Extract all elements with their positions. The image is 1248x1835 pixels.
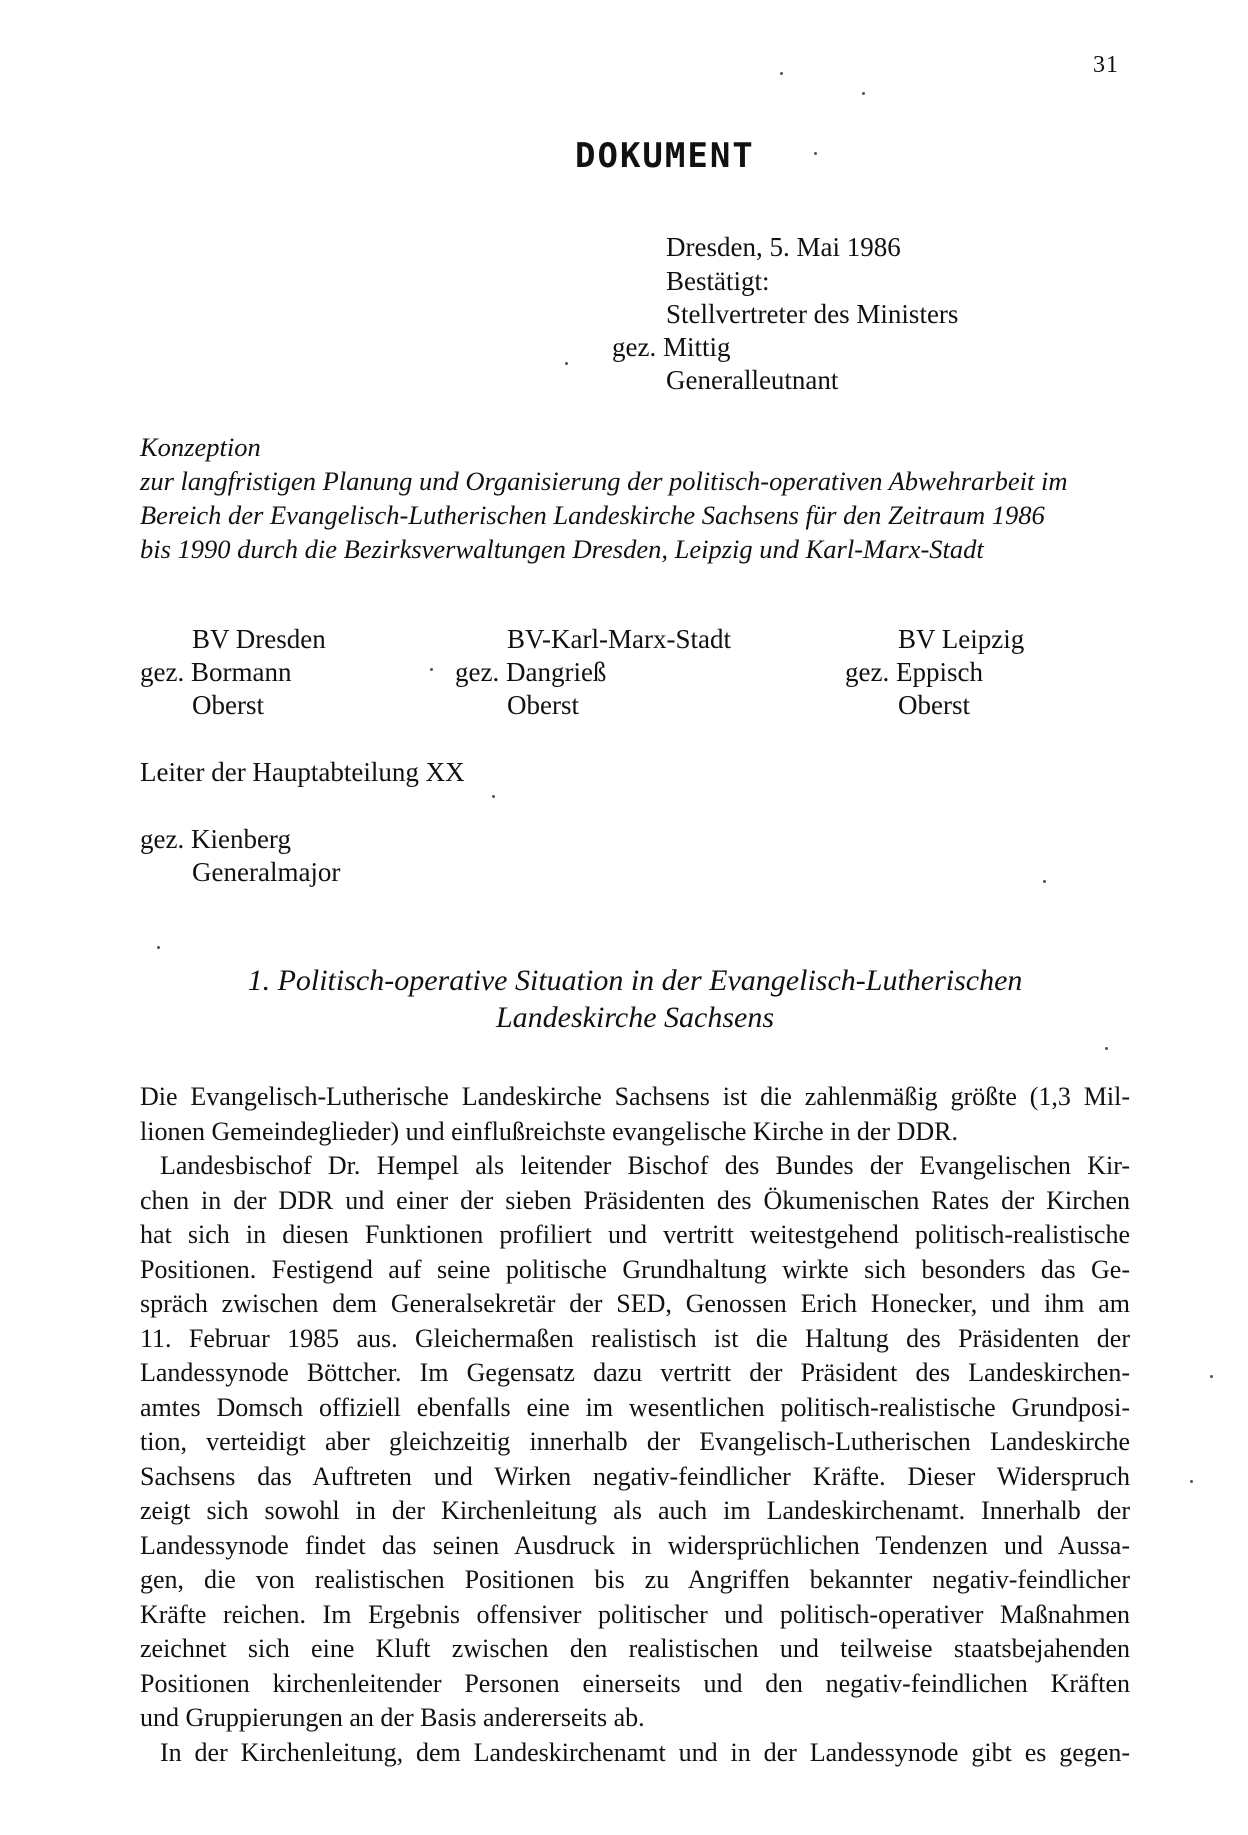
signatory-rank-dresden: Oberst bbox=[192, 690, 264, 720]
signatory-unit-leipzig: BV Leipzig bbox=[898, 624, 1025, 654]
approval-rank: Generalleutnant bbox=[666, 365, 839, 395]
section-heading-line: 1. Politisch-operative Situation in der Evangelisch-Lutherischen bbox=[247, 964, 1023, 997]
body-line: Die Evangelisch-Lutherische Landeskirche Sachsens ist die zahlenmäßig größte (1,3 Mil- bbox=[140, 1082, 1130, 1111]
signatory-signed-leipzig: gez. Eppisch bbox=[845, 657, 983, 687]
signatory-rank-karl-marx-stadt: Oberst bbox=[507, 690, 579, 720]
scan-speck bbox=[1190, 1480, 1193, 1483]
scan-speck bbox=[1043, 880, 1046, 883]
signatory-signed-karl-marx-stadt: gez. Dangrieß bbox=[455, 657, 607, 687]
scan-speck bbox=[565, 362, 568, 365]
body-line: tion, verteidigt aber gleichzeitig innerhalb der Evangelisch-Lutherischen Landeskirche bbox=[140, 1427, 1130, 1456]
body-text bbox=[140, 1080, 1130, 1770]
concept-line: Bereich der Evangelisch-Lutherischen Landeskirche Sachsens für den Zeitraum 1986 bbox=[140, 500, 1045, 530]
document-title: DOKUMENT bbox=[575, 136, 755, 176]
body-line: Sachsens das Auftreten und Wirken negativ-feindlicher Kräfte. Dieser Widerspruch bbox=[140, 1461, 1130, 1491]
scan-speck bbox=[1105, 1047, 1108, 1050]
approval-date: Dresden, 5. Mai 1986 bbox=[666, 232, 901, 262]
scan-speck bbox=[780, 72, 783, 75]
head-department-rank: Generalmajor bbox=[192, 857, 341, 887]
signatory-rank-leipzig: Oberst bbox=[898, 690, 970, 720]
scan-speck bbox=[492, 795, 495, 798]
body-line: und Gruppierungen an der Basis andererseits ab. bbox=[140, 1703, 645, 1732]
scan-speck bbox=[814, 152, 817, 155]
body-line: Positionen kirchenleitender Personen einerseits und den negativ-feindlichen Kräften bbox=[140, 1668, 1130, 1698]
body-line: spräch zwischen dem Generalsekretär der SED, Genossen Erich Honecker, und ihm am bbox=[140, 1289, 1130, 1318]
signatory-unit-dresden: BV Dresden bbox=[192, 624, 326, 654]
concept-line: bis 1990 durch die Bezirksverwaltungen Dresden, Leipzig und Karl-Marx-Stadt bbox=[140, 534, 984, 564]
signatory-signed-dresden: gez. Bormann bbox=[140, 657, 292, 687]
approval-deputy: Stellvertreter des Ministers bbox=[666, 299, 959, 329]
signatory-unit-karl-marx-stadt: BV-Karl-Marx-Stadt bbox=[507, 624, 731, 654]
body-line: Kräfte reichen. Im Ergebnis offensiver politischer und politisch-operativer Maßnahmen bbox=[140, 1599, 1130, 1629]
body-line: gen, die von realistischen Positionen bis zu Angriffen bekannter negativ-feindlicher bbox=[140, 1565, 1130, 1594]
scan-speck bbox=[1210, 1375, 1213, 1378]
body-line: amtes Domsch offiziell ebenfalls eine im wesentlichen politisch-realistische Grundposi- bbox=[140, 1392, 1130, 1422]
body-line: Positionen. Festigend auf seine politische Grundhaltung wirkte sich besonders das Ge- bbox=[140, 1254, 1130, 1284]
head-department-title: Leiter der Hauptabteilung XX bbox=[140, 757, 465, 787]
body-line: In der Kirchenleitung, dem Landeskirchenamt und in der Landessynode gibt es gegen- bbox=[160, 1737, 1130, 1767]
approval-signed: gez. Mittig bbox=[612, 332, 731, 362]
body-line: Landesbischof Dr. Hempel als leitender Bischof des Bundes der Evangelischen Kir- bbox=[160, 1151, 1130, 1180]
body-line: Landessynode Böttcher. Im Gegensatz dazu vertritt der Präsident des Landeskirchen- bbox=[140, 1358, 1130, 1387]
body-line: zeichnet sich eine Kluft zwischen den realistischen und teilweise staatsbejahenden bbox=[140, 1634, 1130, 1663]
body-line: lionen Gemeindeglieder) und einflußreichste evangelische Kirche in der DDR. bbox=[140, 1116, 958, 1146]
page-number: 31 bbox=[1093, 52, 1119, 78]
body-line: 11. Februar 1985 aus. Gleichermaßen realistisch ist die Haltung des Präsidenten der bbox=[140, 1323, 1130, 1353]
body-line: Landessynode findet das seinen Ausdruck in widersprüchlichen Tendenzen und Aussa- bbox=[140, 1530, 1130, 1560]
concept-line: Konzeption bbox=[140, 432, 261, 462]
scan-speck bbox=[157, 946, 160, 949]
body-line: hat sich in diesen Funktionen profiliert und vertritt weitestgehend politisch-realistische bbox=[140, 1220, 1130, 1249]
concept-line: zur langfristigen Planung und Organisierung der politisch-operativen Abwehrarbeit im bbox=[140, 466, 1068, 496]
head-department-signed: gez. Kienberg bbox=[140, 824, 291, 854]
scan-speck bbox=[862, 92, 865, 95]
section-heading bbox=[140, 962, 1130, 1036]
approval-confirmed: Bestätigt: bbox=[666, 266, 770, 296]
scan-speck bbox=[430, 668, 433, 671]
body-line: chen in der DDR und einer der sieben Präsidenten des Ökumenischen Rates der Kirchen bbox=[140, 1185, 1130, 1215]
section-heading-line: Landeskirche Sachsens bbox=[496, 1001, 774, 1034]
body-line: zeigt sich sowohl in der Kirchenleitung als auch im Landeskirchenamt. Innerhalb der bbox=[140, 1496, 1130, 1525]
concept-title bbox=[140, 430, 1130, 566]
